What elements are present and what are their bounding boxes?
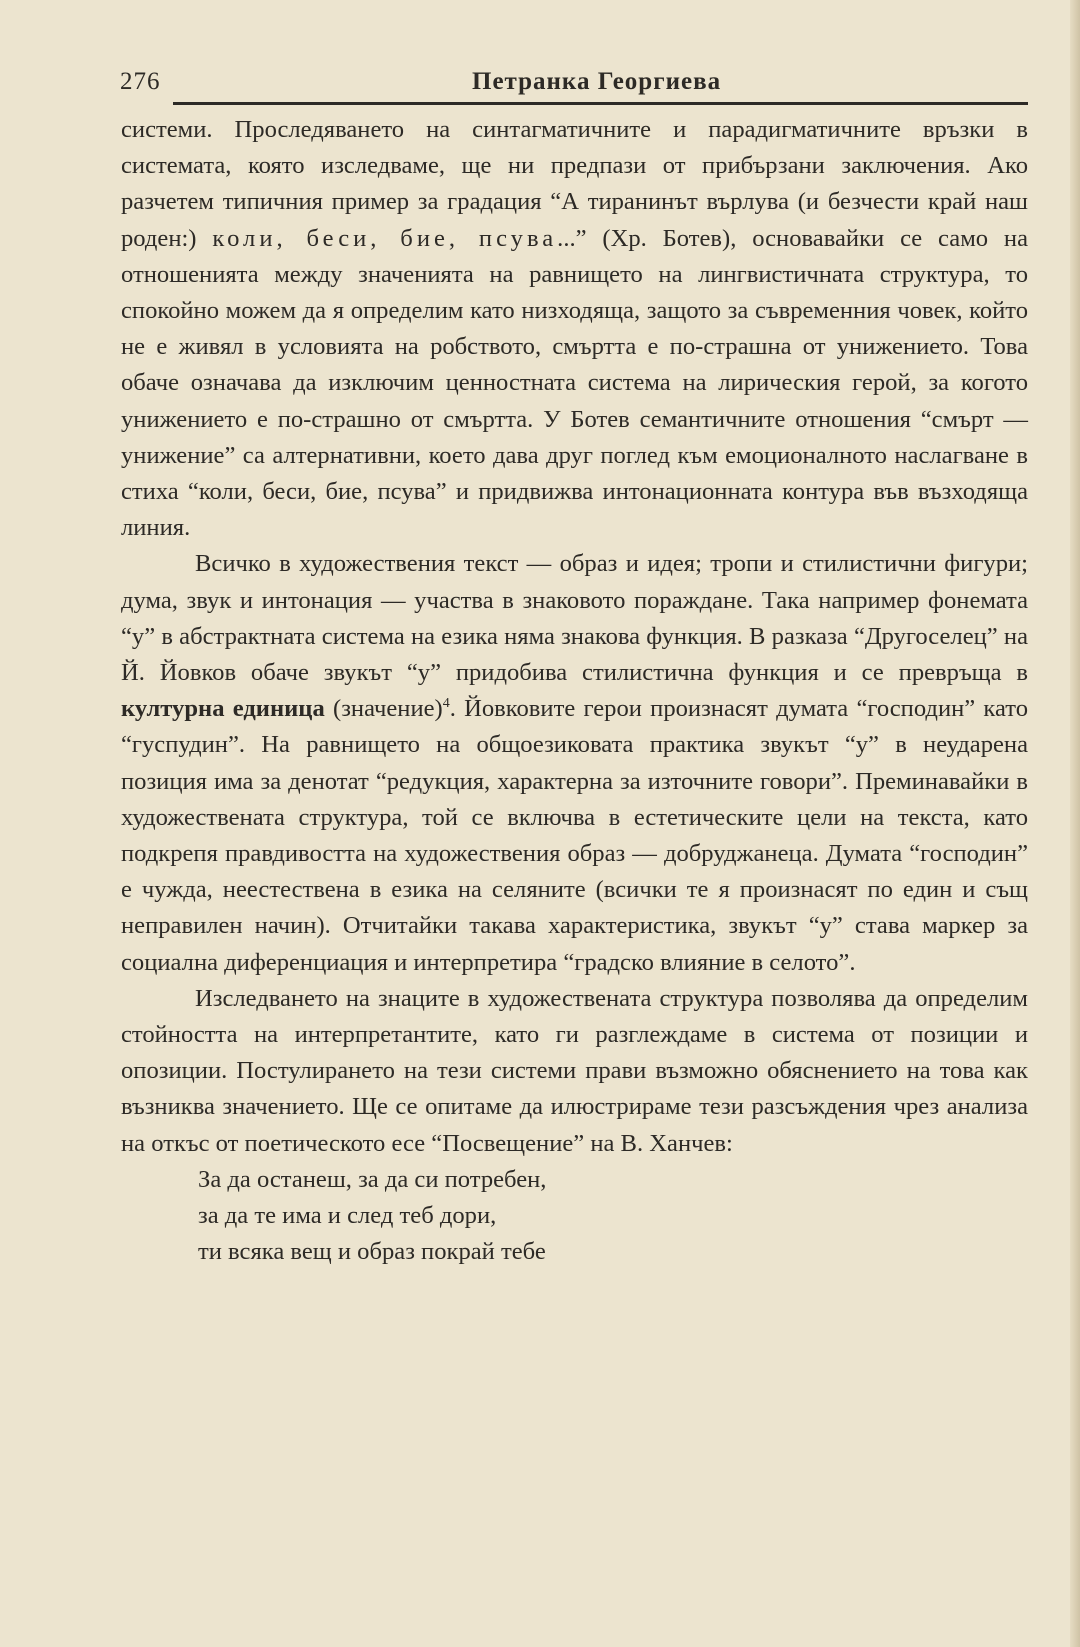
verse-quote (121, 1162, 1028, 1271)
running-header (120, 62, 1028, 102)
paragraph-2-text-c: . Йовковите герои произнасят думата “господин” като “гуспудин”. На равнището на общоезиковата практика звукът “у” в неударена позиция има за денотат “редукция, характерна за източните говори”. Преминавайки в художествената структура, той се включва в естетическите цели на текста, като подкрепя правдивостта на художествения образ — добруджанеца. Думата “господин” е чужда, неестествена в езика на селяните (всички те я произнасят по един и същ неправилен начин). Отчитайки такава характеристика, звукът “у” става маркер за социална диференциация и интерпретира “градско влияние в селото”. (121, 695, 1028, 976)
paragraph-3: Изследването на знаците в художествената структура позволява да определим стойността на интерпретантите, като ги разглеждаме в система от позиции и опозиции. Постулирането на тези системи прави възможно обяснението на това как възниква значението. Ще се опитаме да илюстрираме тези разсъждения чрез анализа на откъс от поетическото есе “Посвещение” на В. Ханчев: (121, 984, 1028, 1157)
page-number: 276 (120, 68, 161, 95)
header-rule (173, 102, 1028, 105)
verse-line: ти всяка вещ и образ покрай тебе (198, 1238, 546, 1266)
body-text (121, 112, 1028, 1271)
paragraph-2-text-a: Всичко в художествения текст — образ и идея; тропи и стилистични фигури; дума, звук и интонация — участва в знаковото пораждане. Така например фонемата “у” в абстрактната система на езика няма знакова функция. В разказа “Другоселец” на Й. Йовков обаче звукът “у” придобива стилистична функция и се превръща в (121, 550, 1028, 687)
paragraph-1 (121, 112, 1028, 546)
spaced-quote: коли, беси, бие, псува (212, 224, 558, 252)
paragraph-2-text-b: (значение) (324, 695, 443, 723)
page-edge-shadow (1070, 0, 1080, 1647)
paragraph-1-text-a: системи. Проследяването на синтагматичните и парадигматичните връзки в системата, която изследваме, ще ни предпази от прибързани заключения. Ако разчетем типичния пример за градация “А тиранинът върлува (и безчести край наш роден:) (121, 116, 1028, 252)
bold-term: културна единица (121, 695, 325, 723)
paragraph-2 (121, 546, 1028, 980)
footnote-ref[interactable]: 4 (442, 696, 450, 712)
verse-line: За да останеш, за да си потребен, (198, 1165, 547, 1193)
paragraph-1-text-b: ...” (Хр. Ботев), основавайки се само на отношенията между значенията на равнището на лингвистичната структура, то спокойно можем да я определим като низходяща, защото за съвременния човек, който не е живял в условията на робството, смъртта е по-страшна от унижението. Това обаче означава да изключим ценностната система на лирическия герой, за когото унижението е по-страшно от смъртта. У Ботев семантичните отношения “смърт — унижение” са алтернативни, което дава друг поглед към емоционалното наслагване в стиха “коли, беси, бие, псува” и придвижва интонационната контура във възходяща линия. (121, 224, 1028, 542)
verse-line: за да те има и след теб дори, (198, 1202, 497, 1230)
running-title: Петранка Георгиева (472, 68, 722, 95)
